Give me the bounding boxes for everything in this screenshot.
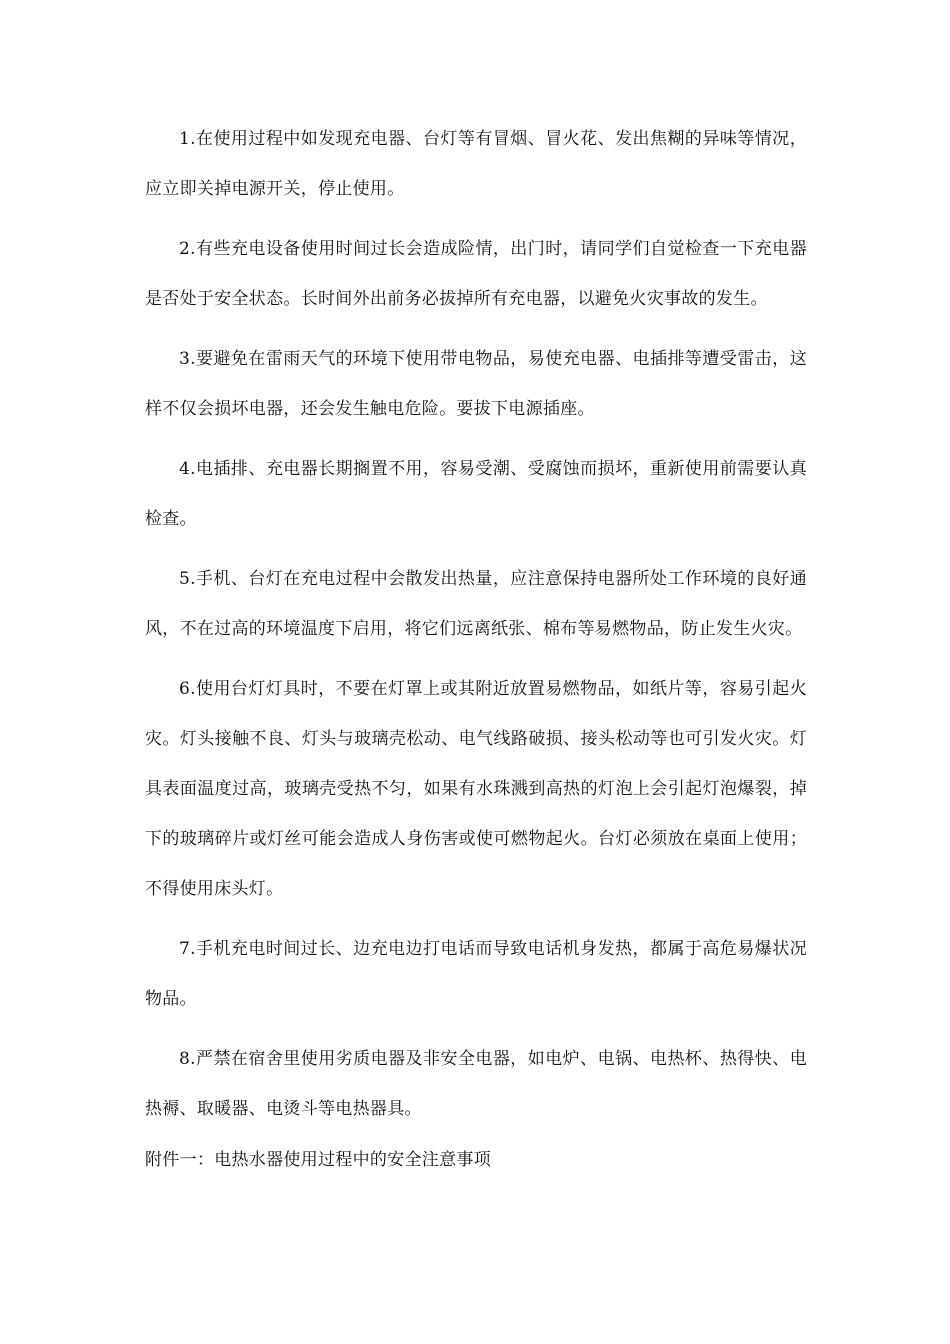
paragraph-6: 6.使用台灯灯具时，不要在灯罩上或其附近放置易燃物品，如纸片等，容易引起火灾。灯头接触不良、灯头与玻璃壳松动、电气线路破损、接头松动等也可引发火灾。灯具表面温度过高，玻璃壳受热不匀，如果有水珠溅到高热的灯泡上会引起灯泡爆裂，掉下的玻璃碎片或灯丝可能会造成人身伤害或使可燃物起火。台灯必须放在桌面上使用；不得使用床头灯。 (145, 679, 807, 899)
document-body (145, 114, 807, 1178)
paragraph-2: 2.有些充电设备使用时间过长会造成险情，出门时，请同学们自觉检查一下充电器是否处于安全状态。长时间外出前务必拔掉所有充电器，以避免火灾事故的发生。 (145, 239, 807, 309)
paragraph-4: 4.电插排、充电器长期搁置不用，容易受潮、受腐蚀而损坏，重新使用前需要认真检查。 (145, 459, 807, 529)
paragraph-5: 5.手机、台灯在充电过程中会散发出热量，应注意保持电器所处工作环境的良好通风，不在过高的环境温度下启用，将它们远离纸张、棉布等易燃物品，防止发生火灾。 (145, 569, 807, 639)
paragraph-3: 3.要避免在雷雨天气的环境下使用带电物品，易使充电器、电插排等遭受雷击，这样不仅会损坏电器，还会发生触电危险。要拔下电源插座。 (145, 349, 807, 419)
paragraph-7: 7.手机充电时间过长、边充电边打电话而导致电话机身发热，都属于高危易爆状况物品。 (145, 939, 807, 1009)
paragraph-8: 8.严禁在宿舍里使用劣质电器及非安全电器，如电炉、电锅、电热杯、热得快、电热褥、取暖器、电烫斗等电热器具。 (145, 1049, 807, 1119)
paragraph-1: 1.在使用过程中如发现充电器、台灯等有冒烟、冒火花、发出焦糊的异味等情况，应立即关掉电源开关，停止使用。 (145, 129, 807, 199)
appendix-heading: 附件一：电热水器使用过程中的安全注意事项 (145, 1150, 491, 1170)
